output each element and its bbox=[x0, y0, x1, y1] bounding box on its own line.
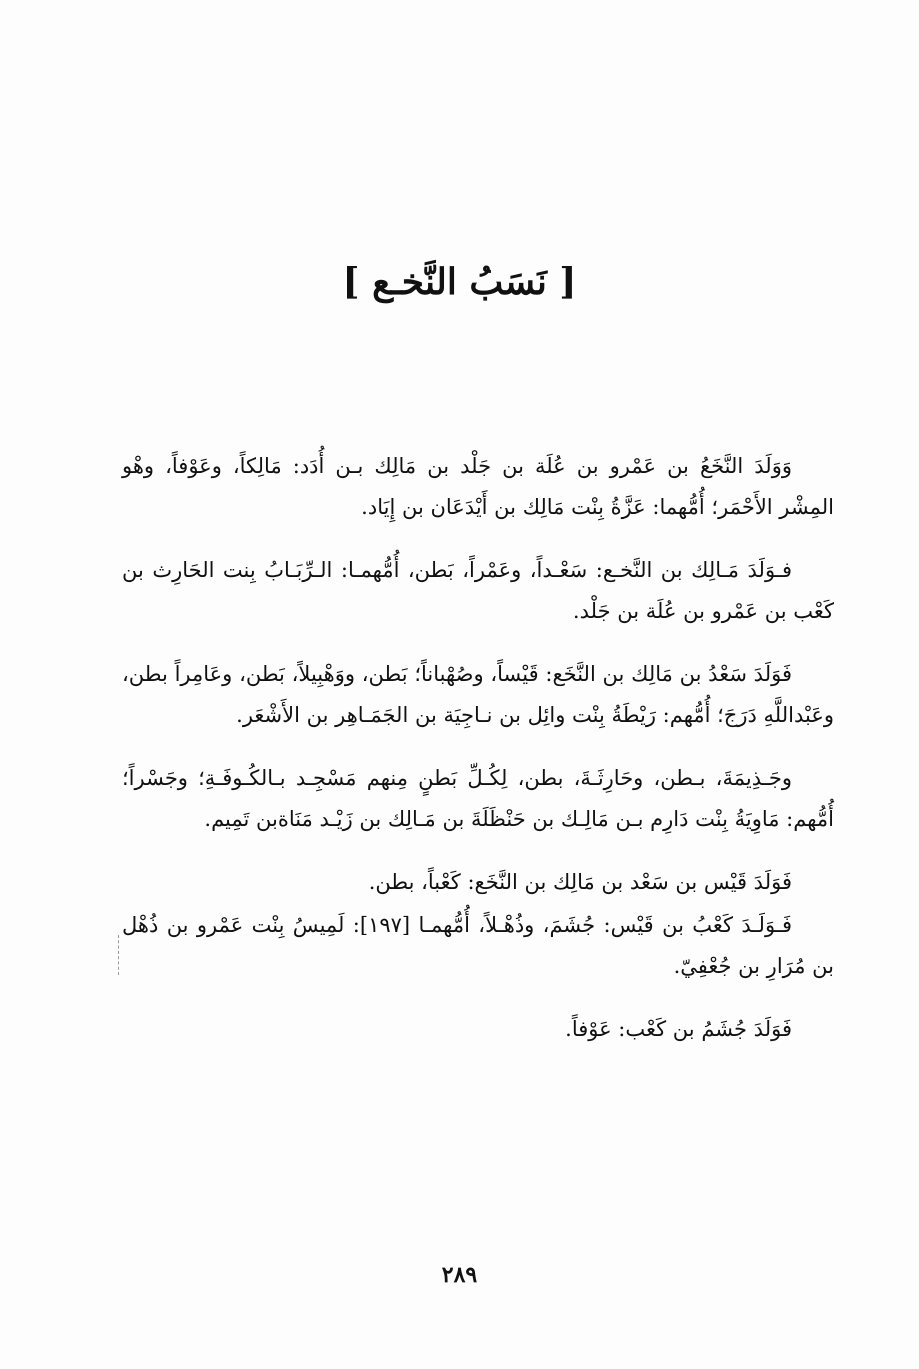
page-title: [ نَسَبُ النَّخـع ] bbox=[342, 261, 577, 303]
paragraph-saad-sons: فَوَلَدَ سَعْدُ بن مَالِك بن النَّخَع: قَيْساً، وصُهْباناً؛ بَطن، ووَهْبِيلاً، بَطن، وعَامِراً بطن، وعَبْداللَّهِ دَرَجَ؛ أُمُّهم: رَيْطَةُ بِنْت وائِل بن نـاجِيَة بن الجَمَـاهِر بن الأَشْعَر. bbox=[122, 662, 834, 727]
paragraph-kaab-sons: فَـوَلَـدَ كَعْبُ بن قَيْس: جُشَمَ، وذُهْـلاً، أُمُّهمـا [١٩٧]: لَمِيسُ بِنْت عَمْرو بن ذُهْل بن مُرَارِ بن جُعْفِيّ. bbox=[122, 913, 834, 978]
paragraph-qays-sons: فَوَلَدَ قَيْس بن سَعْد بن مَالِك بن النَّخَع: كَعْباً، بطن. bbox=[368, 870, 792, 894]
paragraph-jusham-sons: فَوَلَدَ جُشَمُ بن كَعْب: عَوْفاً. bbox=[565, 1017, 792, 1041]
paragraph-malik-sons: فـوَلَدَ مَـالِك بن النَّخـع: سَعْـداً، وعَمْراً، بَطن، أُمُّهمـا: الـرِّبَـابُ بِنت الحَارِث بن كَعْب بن عَمْرو بن عُلَة بن جَلْد. bbox=[122, 558, 834, 623]
margin-mark bbox=[118, 935, 120, 975]
page-number: ٢٨٩ bbox=[441, 1262, 478, 1288]
paragraph-jadhima: وجَـذِيمَةَ، بـطن، وحَارِثَـةَ، بطن، لِكُـلِّ بَطنٍ مِنهم مَسْجِـد بـالكُـوفَـةِ؛ وجَسْراً؛ أُمُّهم: مَاوِيَةُ بِنْت دَارِم بـن مَالِـك بن حَنْظَلَةَ بن مَـالِك بن زَيْـد مَنَاةبن تَمِيم. bbox=[122, 766, 834, 831]
paragraph-nasab-nakha: وَوَلَدَ النَّخَعُ بن عَمْرو بن عُلَة بن جَلْد بن مَالِك بـن أُدَد: مَالِكاً، وعَوْفاً، وهْو المِشْر الأَحْمَر؛ أُمُّهما: عَزَّةُ بِنْت مَالِك بن أَيْدَعَان بن إِيَاد. bbox=[122, 454, 834, 519]
body-text bbox=[122, 446, 834, 1072]
